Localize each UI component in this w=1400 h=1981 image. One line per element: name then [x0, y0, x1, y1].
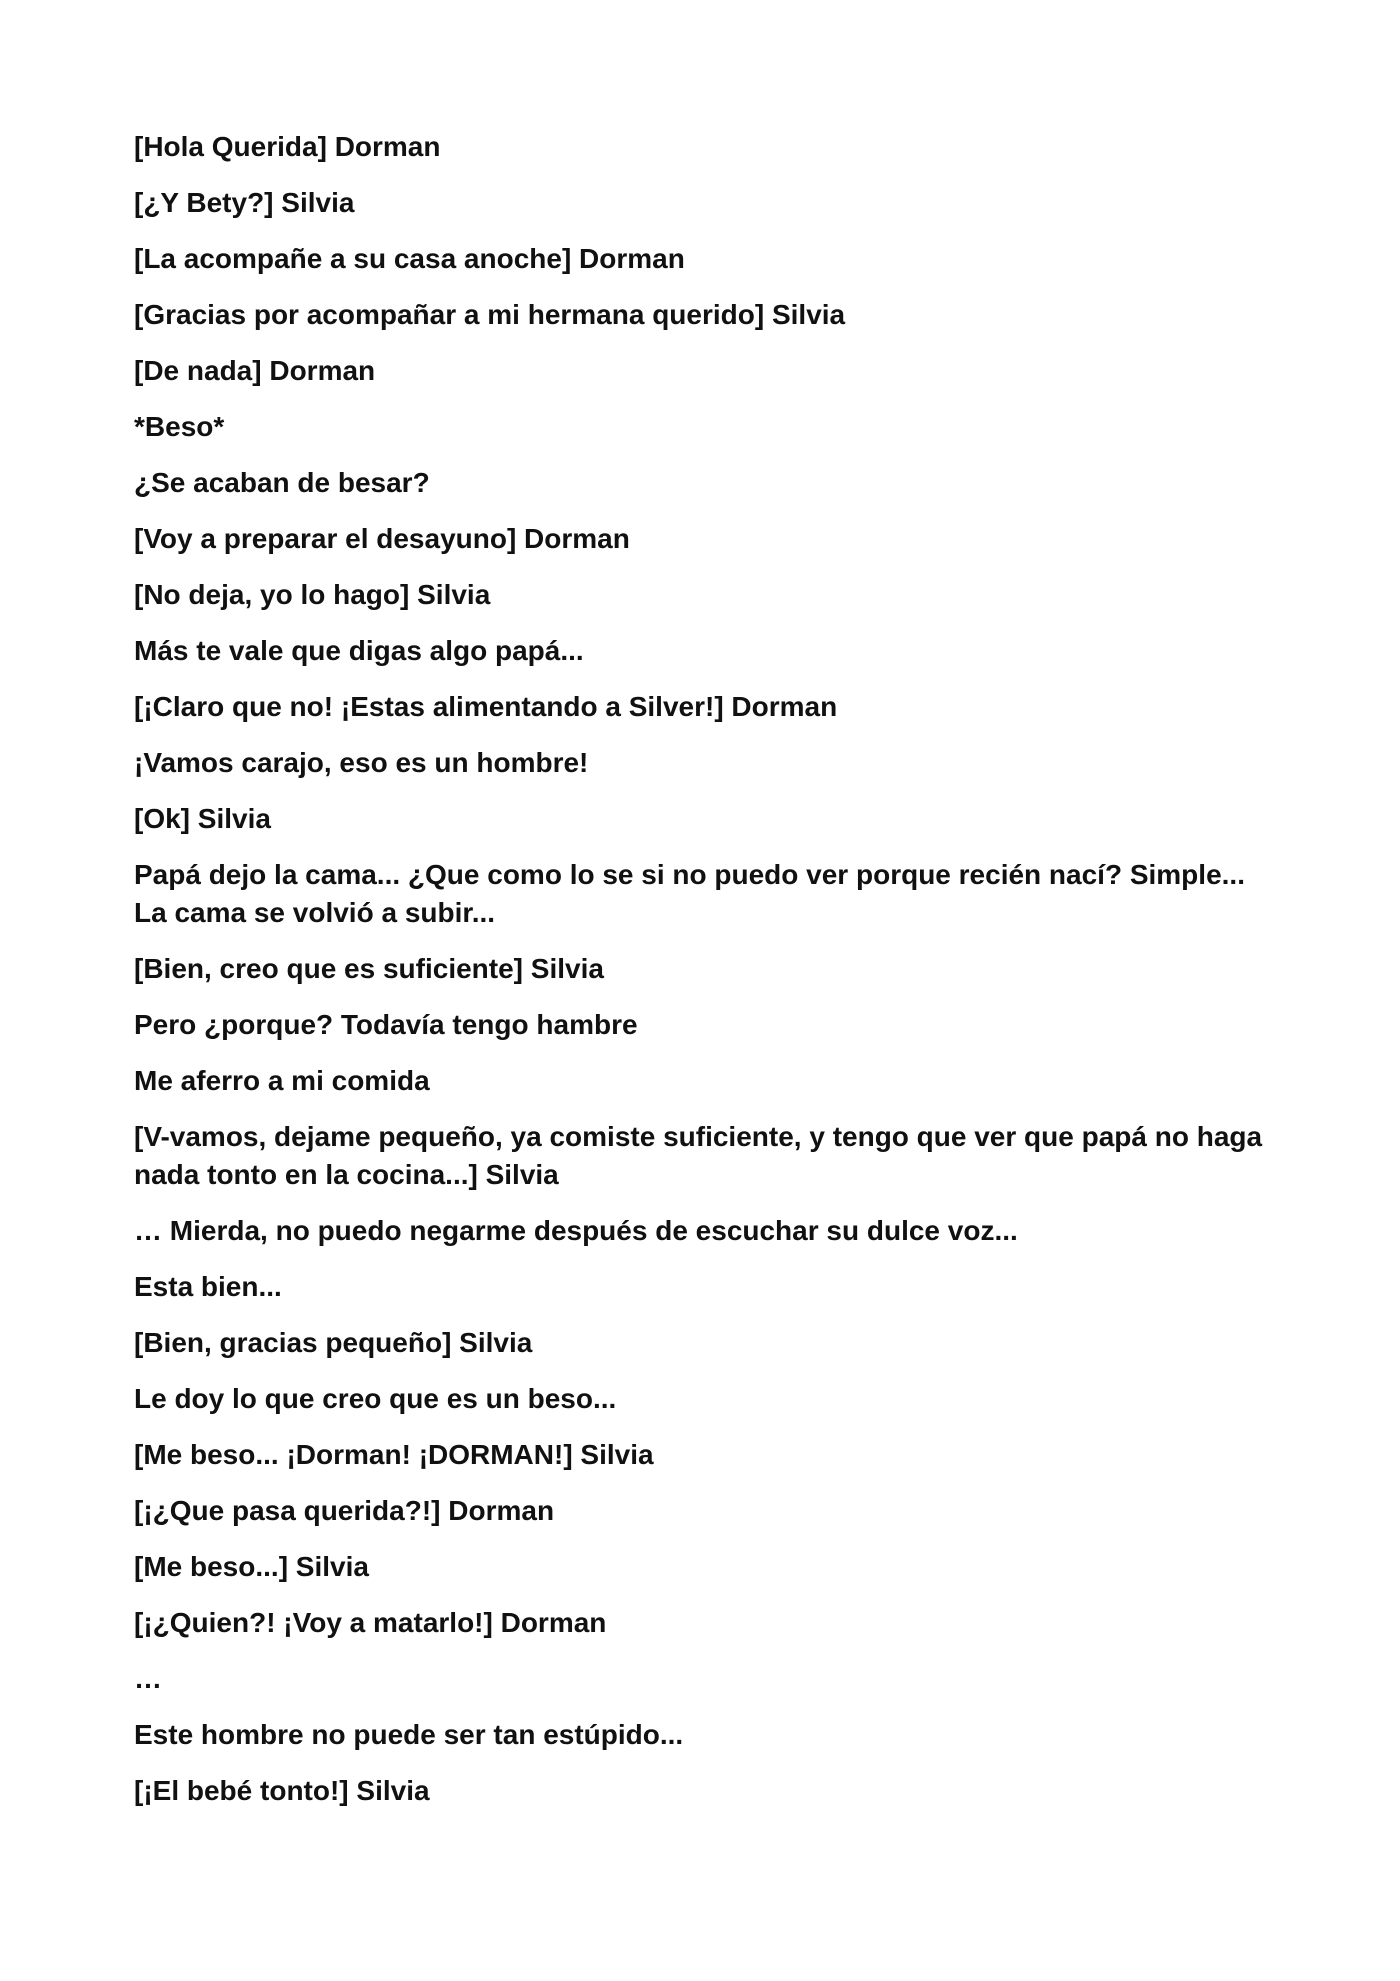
- dialogue-line: [Me beso... ¡Dorman! ¡DORMAN!] Silvia: [134, 1439, 654, 1470]
- dialogue-line: [No deja, yo lo hago] Silvia: [134, 579, 491, 610]
- action-line: *Beso*: [134, 411, 225, 442]
- dialogue-line: [¡Claro que no! ¡Estas alimentando a Silver!] Dorman: [134, 691, 838, 722]
- narration-line: Le doy lo que creo que es un beso...: [134, 1383, 617, 1414]
- dialogue-line: [V-vamos, dejame pequeño, ya comiste suficiente, y tengo que ver que papá no haga nada tonto en la cocina...] Silvia: [134, 1121, 1263, 1190]
- dialogue-line: [Me beso...] Silvia: [134, 1551, 369, 1582]
- dialogue-line: [¡¿Quien?! ¡Voy a matarlo!] Dorman: [134, 1607, 607, 1638]
- narration-line: ¡Vamos carajo, eso es un hombre!: [134, 747, 589, 778]
- dialogue-line: [¡¿Que pasa querida?!] Dorman: [134, 1495, 555, 1526]
- narration-line: ¿Se acaban de besar?: [134, 467, 430, 498]
- narration-line: Este hombre no puede ser tan estúpido...: [134, 1719, 684, 1750]
- dialogue-line: [Voy a preparar el desayuno] Dorman: [134, 523, 630, 554]
- narration-line: Papá dejo la cama... ¿Que como lo se si no puedo ver porque recién nací? Simple... La cama se volvió a subir...: [134, 859, 1245, 928]
- narration-line: Me aferro a mi comida: [134, 1065, 430, 1096]
- narration-line: …: [134, 1663, 162, 1694]
- dialogue-line: [De nada] Dorman: [134, 355, 376, 386]
- dialogue-line: [¡El bebé tonto!] Silvia: [134, 1775, 430, 1806]
- dialogue-line: [Gracias por acompañar a mi hermana querido] Silvia: [134, 299, 846, 330]
- dialogue-text: [134, 128, 1274, 1828]
- dialogue-line: [Bien, creo que es suficiente] Silvia: [134, 953, 604, 984]
- narration-line: Pero ¿porque? Todavía tengo hambre: [134, 1009, 638, 1040]
- narration-line: Esta bien...: [134, 1271, 282, 1302]
- narration-line: … Mierda, no puedo negarme después de escuchar su dulce voz...: [134, 1215, 1018, 1246]
- dialogue-line: [La acompañe a su casa anoche] Dorman: [134, 243, 685, 274]
- dialogue-line: [¿Y Bety?] Silvia: [134, 187, 355, 218]
- dialogue-line: [Ok] Silvia: [134, 803, 271, 834]
- narration-line: Más te vale que digas algo papá...: [134, 635, 584, 666]
- dialogue-line: [Hola Querida] Dorman: [134, 131, 441, 162]
- dialogue-line: [Bien, gracias pequeño] Silvia: [134, 1327, 533, 1358]
